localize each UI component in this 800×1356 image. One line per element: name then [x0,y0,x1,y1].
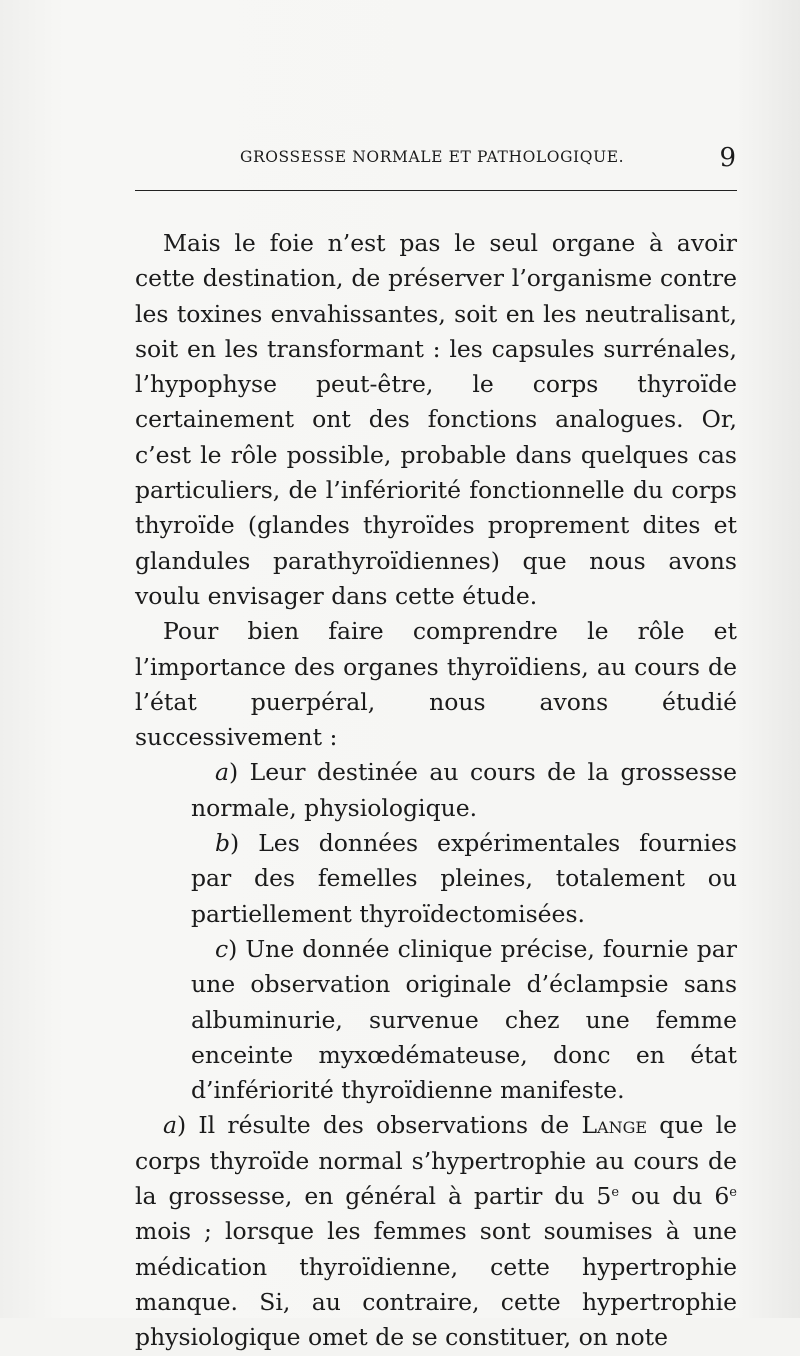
list-item-text: ) Les données expérimentales fournies par des femelles pleines, totalement ou partiellement thyroïdectomisées. [191,829,737,928]
page-number: 9 [719,143,736,173]
paragraph: Mais le foie n’est pas le seul organe à avoir cette destination, de préserver l’organisme contre les toxines envahissantes, soit en les neutralisant, soit en les transformant : les capsules surrénales, l’hypophyse peut-être, le corps thyroïde certainement ont des fonctions analogues. Or, c’est le rôle possible, probable dans quelques cas particuliers, de l’infériorité fonctionnelle du corps thyroïde (glandes thyroïdes proprement dites et glandules parathyroïdiennes) que nous avons voulu envisager dans cette étude. [135,229,737,610]
running-head: GROSSESSE NORMALE ET PATHOLOGIQUE. [240,148,625,166]
ordinal-suffix: e [729,1185,737,1201]
body-text [135,226,737,1356]
list-item-letter: a [215,758,230,787]
list-item-text: ) Une donnée clinique précise, fournie par une observation originale d’éclampsie sans albuminurie, survenue chez une femme enceinte myxœdémateuse, donc en état d’infériorité thyroïdienne manifeste. [191,934,737,1105]
page-header [135,143,740,183]
list-item [135,755,737,826]
header-rule [135,190,737,191]
text-run: mois ; lorsque les femmes sont soumises à une médication thyroïdienne, cette hypertrophie manque. Si, au contraire, cette hypertrophie physiologique omet de se constituer, on note [135,1217,737,1352]
list-item-letter: b [215,829,231,858]
list-item [135,932,737,1108]
text-run: ou du 6 [619,1182,730,1211]
text-run: ) Il résulte des observations de [177,1111,582,1140]
paragraph [135,1108,737,1355]
list-item-text: ) Leur destinée au cours de la grossesse normale, physiologique. [191,758,737,822]
list-item-letter: c [215,934,229,963]
author-name: Lange [581,1111,648,1140]
text-run: que le corps thyroïde normal s’hypertrophie au cours de la grossesse, en général à partir du 5 [135,1111,738,1211]
paragraph: Pour bien faire comprendre le rôle et l’importance des organes thyroïdiens, au cours de l’état puerpéral, nous avons étudié successivement : [135,617,737,752]
section-letter: a [163,1111,178,1140]
ordinal-suffix: e [611,1185,620,1201]
list-item [135,826,737,932]
